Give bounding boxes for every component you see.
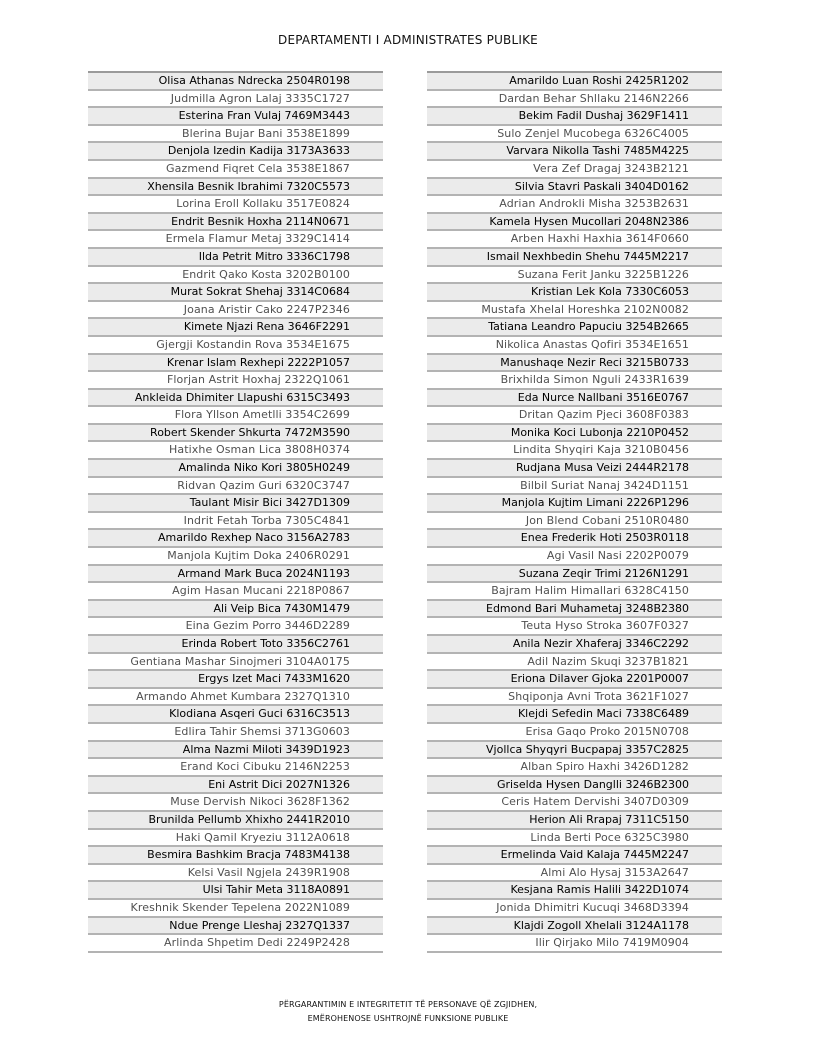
list-item: Tatiana Leandro Papuciu 3254B2665 — [427, 319, 722, 337]
list-item: Shqiponja Avni Trota 3621F1027 — [427, 689, 722, 707]
footer-line-2: EMËROHENOSE USHTROJNË FUNKSIONE PUBLIKE — [307, 1014, 509, 1023]
list-item: Muse Dervish Nikoci 3628F1362 — [88, 794, 383, 812]
list-item: Eni Astrit Dici 2027N1326 — [88, 777, 383, 795]
list-item: Silvia Stavri Paskali 3404D0162 — [427, 179, 722, 197]
list-item: Edmond Bari Muhametaj 3248B2380 — [427, 601, 722, 619]
list-item: Flora Yllson Ametlli 3354C2699 — [88, 407, 383, 425]
list-item: Arlinda Shpetim Dedi 2249P2428 — [88, 935, 383, 953]
list-item: Ergys Izet Maci 7433M1620 — [88, 671, 383, 689]
list-item: Gjergji Kostandin Rova 3534E1675 — [88, 337, 383, 355]
page-title: DEPARTAMENTI I ADMINISTRATES PUBLIKE — [278, 33, 538, 47]
list-item: Adil Nazim Skuqi 3237B1821 — [427, 654, 722, 672]
list-item: Jon Blend Cobani 2510R0480 — [427, 513, 722, 531]
footer-line-1: PËRGARANTIMIN E INTEGRITETIT TË PERSONAVE QË ZGJIDHEN, — [278, 1000, 538, 1009]
list-item: Ermela Flamur Metaj 3329C1414 — [88, 231, 383, 249]
list-item: Indrit Fetah Torba 7305C4841 — [88, 513, 383, 531]
list-item: Hatixhe Osman Lica 3808H0374 — [88, 442, 383, 460]
list-item: Ermelinda Vaid Kalaja 7445M2247 — [427, 847, 722, 865]
list-item: Gazmend Fiqret Cela 3538E1867 — [88, 161, 383, 179]
list-item: Mustafa Xhelal Horeshka 2102N0082 — [427, 302, 722, 320]
list-item: Amarildo Rexhep Naco 3156A2783 — [88, 530, 383, 548]
list-item: Suzana Zeqir Trimi 2126N1291 — [427, 566, 722, 584]
list-item: Ilir Qirjako Milo 7419M0904 — [427, 935, 722, 953]
list-item: Amarildo Luan Roshi 2425R1202 — [427, 73, 722, 91]
list-item: Gentiana Mashar Sinojmeri 3104A0175 — [88, 654, 383, 672]
list-item: Jonida Dhimitri Kucuqi 3468D3394 — [427, 900, 722, 918]
list-item: Manushaqe Nezir Reci 3215B0733 — [427, 355, 722, 373]
list-item: Eina Gezim Porro 3446D2289 — [88, 618, 383, 636]
list-item: Denjola Izedin Kadija 3173A3633 — [88, 143, 383, 161]
list-item: Herion Ali Rrapaj 7311C5150 — [427, 812, 722, 830]
list-item: Murat Sokrat Shehaj 3314C0684 — [88, 284, 383, 302]
list-item: Xhensila Besnik Ibrahimi 7320C5573 — [88, 179, 383, 197]
list-item: Teuta Hyso Stroka 3607F0327 — [427, 618, 722, 636]
list-item: Vera Zef Dragaj 3243B2121 — [427, 161, 722, 179]
right-name-list — [427, 71, 722, 953]
list-item: Rudjana Musa Veizi 2444R2178 — [427, 460, 722, 478]
list-item: Lindita Shyqiri Kaja 3210B0456 — [427, 442, 722, 460]
list-item: Amalinda Niko Kori 3805H0249 — [88, 460, 383, 478]
list-item: Esterina Fran Vulaj 7469M3443 — [88, 108, 383, 126]
list-item: Robert Skender Shkurta 7472M3590 — [88, 425, 383, 443]
list-item: Erinda Robert Toto 3356C2761 — [88, 636, 383, 654]
list-item: Varvara Nikolla Tashi 7485M4225 — [427, 143, 722, 161]
list-item: Adrian Androkli Misha 3253B2631 — [427, 196, 722, 214]
list-item: Agim Hasan Mucani 2218P0867 — [88, 583, 383, 601]
list-item: Armando Ahmet Kumbara 2327Q1310 — [88, 689, 383, 707]
list-item: Kimete Njazi Rena 3646F2291 — [88, 319, 383, 337]
list-item: Judmilla Agron Lalaj 3335C1727 — [88, 91, 383, 109]
list-item: Joana Aristir Cako 2247P2346 — [88, 302, 383, 320]
list-item: Kristian Lek Kola 7330C6053 — [427, 284, 722, 302]
list-item: Manjola Kujtim Limani 2226P1296 — [427, 495, 722, 513]
list-item: Ridvan Qazim Guri 6320C3747 — [88, 478, 383, 496]
list-item: Almi Alo Hysaj 3153A2647 — [427, 865, 722, 883]
list-item: Nikolica Anastas Qofiri 3534E1651 — [427, 337, 722, 355]
list-item: Eda Nurce Nallbani 3516E0767 — [427, 390, 722, 408]
list-item: Suzana Ferit Janku 3225B1226 — [427, 267, 722, 285]
list-item: Arben Haxhi Haxhia 3614F0660 — [427, 231, 722, 249]
list-item: Ceris Hatem Dervishi 3407D0309 — [427, 794, 722, 812]
list-item: Dritan Qazim Pjeci 3608F0383 — [427, 407, 722, 425]
list-item: Sulo Zenjel Mucobega 6326C4005 — [427, 126, 722, 144]
list-item: Brixhilda Simon Nguli 2433R1639 — [427, 372, 722, 390]
list-item: Ilda Petrit Mitro 3336C1798 — [88, 249, 383, 267]
list-item: Besmira Bashkim Bracja 7483M4138 — [88, 847, 383, 865]
list-item: Florjan Astrit Hoxhaj 2322Q1061 — [88, 372, 383, 390]
list-item: Kreshnik Skender Tepelena 2022N1089 — [88, 900, 383, 918]
list-item: Ismail Nexhbedin Shehu 7445M2217 — [427, 249, 722, 267]
list-item: Ankleida Dhimiter Llapushi 6315C3493 — [88, 390, 383, 408]
list-item: Bekim Fadil Dushaj 3629F1411 — [427, 108, 722, 126]
list-item: Agi Vasil Nasi 2202P0079 — [427, 548, 722, 566]
list-item: Klodiana Asqeri Guci 6316C3513 — [88, 706, 383, 724]
footer — [0, 998, 816, 1026]
list-item: Alban Spiro Haxhi 3426D1282 — [427, 759, 722, 777]
list-item: Endrit Besnik Hoxha 2114N0671 — [88, 214, 383, 232]
list-item: Alma Nazmi Miloti 3439D1923 — [88, 742, 383, 760]
list-item: Monika Koci Lubonja 2210P0452 — [427, 425, 722, 443]
list-item: Kelsi Vasil Ngjela 2439R1908 — [88, 865, 383, 883]
list-item: Endrit Qako Kosta 3202B0100 — [88, 267, 383, 285]
list-item: Enea Frederik Hoti 2503R0118 — [427, 530, 722, 548]
list-item: Erand Koci Cibuku 2146N2253 — [88, 759, 383, 777]
list-item: Taulant Misir Bici 3427D1309 — [88, 495, 383, 513]
list-item: Klajdi Zogoll Xhelali 3124A1178 — [427, 918, 722, 936]
list-item: Bilbil Suriat Nanaj 3424D1151 — [427, 478, 722, 496]
list-item: Klejdi Sefedin Maci 7338C6489 — [427, 706, 722, 724]
list-item: Kamela Hysen Mucollari 2048N2386 — [427, 214, 722, 232]
list-item: Bajram Halim Himallari 6328C4150 — [427, 583, 722, 601]
list-item: Brunilda Pellumb Xhixho 2441R2010 — [88, 812, 383, 830]
list-item: Haki Qamil Kryeziu 3112A0618 — [88, 830, 383, 848]
list-item: Dardan Behar Shllaku 2146N2266 — [427, 91, 722, 109]
list-item: Lorina Eroll Kollaku 3517E0824 — [88, 196, 383, 214]
list-item: Ndue Prenge Lleshaj 2327Q1337 — [88, 918, 383, 936]
list-item: Griselda Hysen Danglli 3246B2300 — [427, 777, 722, 795]
list-item: Kesjana Ramis Halili 3422D1074 — [427, 882, 722, 900]
list-item: Manjola Kujtim Doka 2406R0291 — [88, 548, 383, 566]
list-item: Ulsi Tahir Meta 3118A0891 — [88, 882, 383, 900]
list-item: Krenar Islam Rexhepi 2222P1057 — [88, 355, 383, 373]
list-item: Eriona Dilaver Gjoka 2201P0007 — [427, 671, 722, 689]
list-item: Olisa Athanas Ndrecka 2504R0198 — [88, 73, 383, 91]
list-item: Armand Mark Buca 2024N1193 — [88, 566, 383, 584]
list-item: Linda Berti Poce 6325C3980 — [427, 830, 722, 848]
left-name-list — [88, 71, 383, 953]
list-item: Ali Veip Bica 7430M1479 — [88, 601, 383, 619]
list-item: Erisa Gaqo Proko 2015N0708 — [427, 724, 722, 742]
list-item: Edlira Tahir Shemsi 3713G0603 — [88, 724, 383, 742]
list-item: Anila Nezir Xhaferaj 3346C2292 — [427, 636, 722, 654]
list-item: Blerina Bujar Bani 3538E1899 — [88, 126, 383, 144]
list-item: Vjollca Shyqyri Bucpapaj 3357C2825 — [427, 742, 722, 760]
